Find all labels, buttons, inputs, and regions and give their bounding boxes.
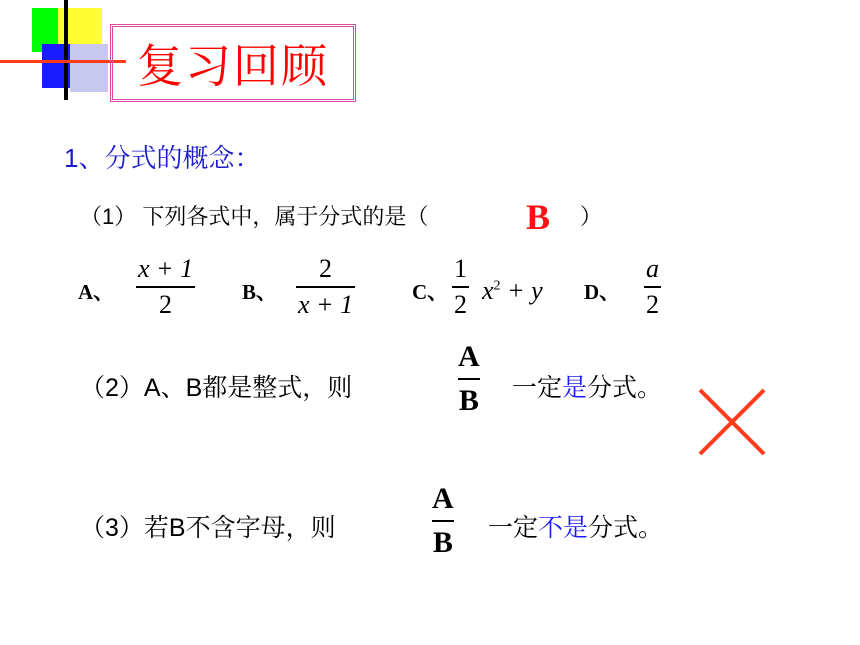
wrong-cross-icon — [694, 384, 770, 460]
option-d-denominator: 2 — [646, 290, 659, 319]
option-a-numerator: x + 1 — [138, 254, 194, 283]
q3-prefix: （3）若B不含字母，则 — [80, 514, 336, 542]
option-b-label: B、 — [242, 280, 278, 304]
fraction-bar — [458, 378, 480, 380]
q2-fraction — [458, 340, 480, 418]
option-b-fraction — [296, 255, 355, 319]
q2-prefix: （2）A、B都是整式，则 — [80, 374, 353, 402]
option-d-label: D、 — [584, 280, 621, 304]
q3-fraction — [432, 482, 454, 560]
q1-close-paren: ） — [580, 204, 603, 229]
page-title: 复习回顾 — [137, 39, 329, 93]
fraction-bar — [136, 286, 195, 288]
q2-statement-tail — [512, 368, 662, 404]
fraction-bar — [296, 286, 355, 288]
q2-numerator: A — [458, 340, 480, 373]
option-c-numerator: 1 — [454, 254, 467, 283]
title-box — [110, 24, 356, 102]
q3-denominator: B — [432, 526, 453, 559]
option-c-rest: + y — [500, 276, 543, 305]
section-heading: 1、分式的概念： — [64, 143, 261, 173]
option-c-var: x — [482, 276, 494, 305]
q3-mid: 一定 — [488, 514, 539, 542]
q3-highlight: 不是 — [538, 514, 589, 542]
q2-highlight: 是 — [562, 374, 588, 402]
option-d-fraction — [644, 255, 661, 319]
fraction-bar — [452, 286, 469, 288]
q3-numerator: A — [432, 482, 454, 515]
decor-lavender-square — [70, 44, 108, 92]
fraction-bar — [644, 286, 661, 288]
option-c-tail — [482, 276, 543, 306]
option-c-label: C、 — [412, 280, 449, 304]
option-b-denominator: x + 1 — [298, 290, 354, 319]
q1-prompt: （1） 下列各式中，属于分式的是（ — [80, 204, 429, 229]
fraction-bar — [432, 520, 454, 522]
option-b-numerator: 2 — [319, 254, 333, 283]
q2-mid: 一定 — [512, 374, 563, 402]
decor-vertical-line — [64, 0, 68, 100]
option-a-label: A、 — [78, 280, 115, 304]
q3-suffix: 分式。 — [588, 514, 664, 542]
decor-horizontal-line — [0, 60, 126, 63]
q3-statement-tail — [488, 508, 663, 544]
q2-suffix: 分式。 — [587, 374, 663, 402]
option-c-denominator: 2 — [454, 290, 467, 319]
option-a-fraction — [136, 255, 195, 319]
option-d-numerator: a — [646, 254, 659, 283]
q2-denominator: B — [458, 384, 479, 417]
option-a-denominator: 2 — [159, 290, 173, 319]
option-c-exponent: 2 — [493, 278, 501, 294]
option-c-fraction — [452, 255, 469, 319]
q1-answer: B — [526, 197, 551, 237]
